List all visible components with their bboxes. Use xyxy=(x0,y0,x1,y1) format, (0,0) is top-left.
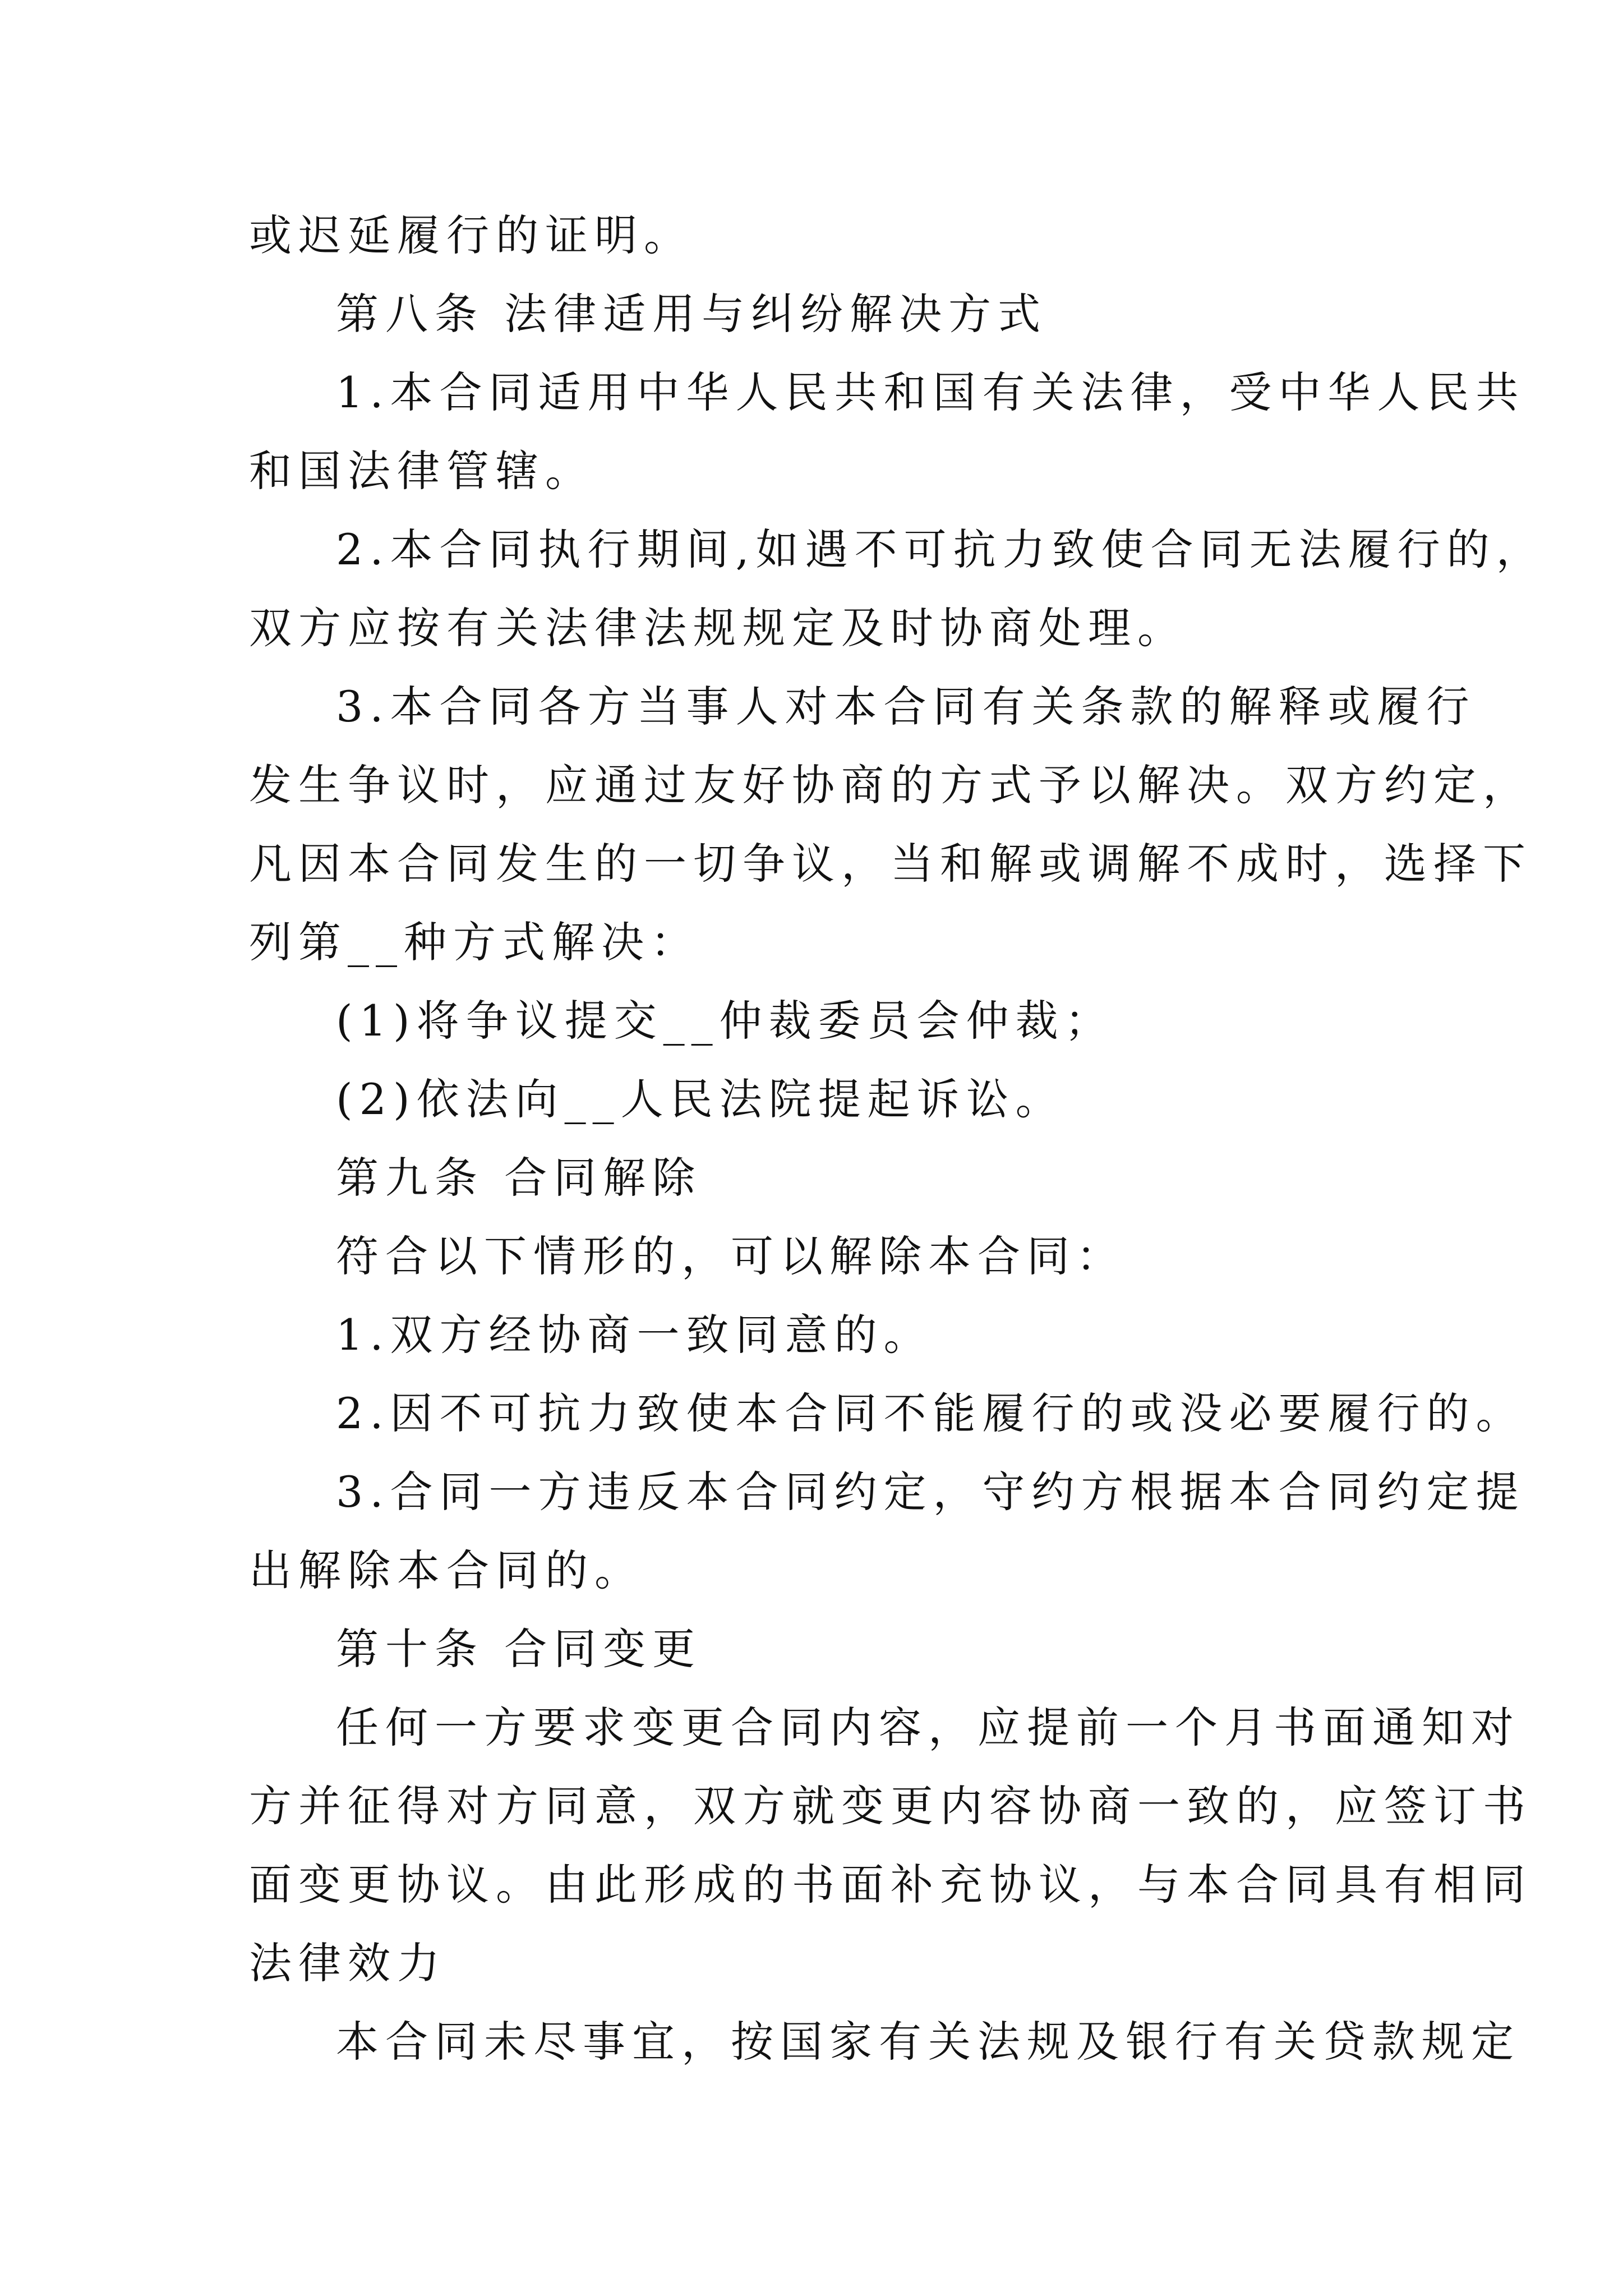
text-line: 法律效力 xyxy=(249,1938,446,1988)
text-line: 列第__种方式解决： xyxy=(249,917,700,967)
text-line: 2.因不可抗力致使本合同不能履行的或没必要履行的。 xyxy=(336,1388,1525,1438)
text-line: 任何一方要求变更合同内容，应提前一个月书面通知对 xyxy=(336,1703,1520,1752)
section-heading: 第九条 合同解除 xyxy=(336,1153,702,1203)
text-line: 符合以下情形的，可以解除本合同： xyxy=(336,1231,1126,1281)
text-line: 本合同未尽事宜，按国家有关法规及银行有关贷款规定 xyxy=(336,2017,1520,2067)
text-line: (2)依法向__人民法院提起诉讼。 xyxy=(336,1074,1065,1124)
text-line: 或迟延履行的证明。 xyxy=(249,210,693,260)
text-line: 1.双方经协商一致同意的。 xyxy=(336,1310,933,1360)
text-line: 1.本合同适用中华人民共和国有关法律，受中华人民共 xyxy=(336,367,1525,417)
document-body xyxy=(249,196,1546,2081)
section-heading: 第八条 法律适用与纠纷解决方式 xyxy=(336,289,1048,339)
section-heading: 第十条 合同变更 xyxy=(336,1624,702,1674)
text-line: 3.合同一方违反本合同约定，守约方根据本合同约定提 xyxy=(336,1467,1525,1517)
text-line: 方并征得对方同意，双方就变更内容协商一致的，应签订书 xyxy=(249,1781,1532,1831)
text-line: 2.本合同执行期间,如遇不可抗力致使合同无法履行的， xyxy=(336,524,1546,574)
text-line: 双方应按有关法律法规规定及时协商处理。 xyxy=(249,603,1187,653)
text-line: 3.本合同各方当事人对本合同有关条款的解释或履行 xyxy=(336,682,1476,731)
text-line: 凡因本合同发生的一切争议，当和解或调解不成时，选择下 xyxy=(249,839,1532,889)
text-line: 面变更协议。由此形成的书面补充协议，与本合同具有相同 xyxy=(249,1860,1532,1910)
text-line: (1)将争议提交__仲裁委员会仲裁； xyxy=(336,996,1114,1046)
text-line: 发生争议时，应通过友好协商的方式予以解决。双方约定， xyxy=(249,760,1532,810)
text-line: 出解除本合同的。 xyxy=(249,1545,644,1595)
text-line: 和国法律管辖。 xyxy=(249,446,594,496)
